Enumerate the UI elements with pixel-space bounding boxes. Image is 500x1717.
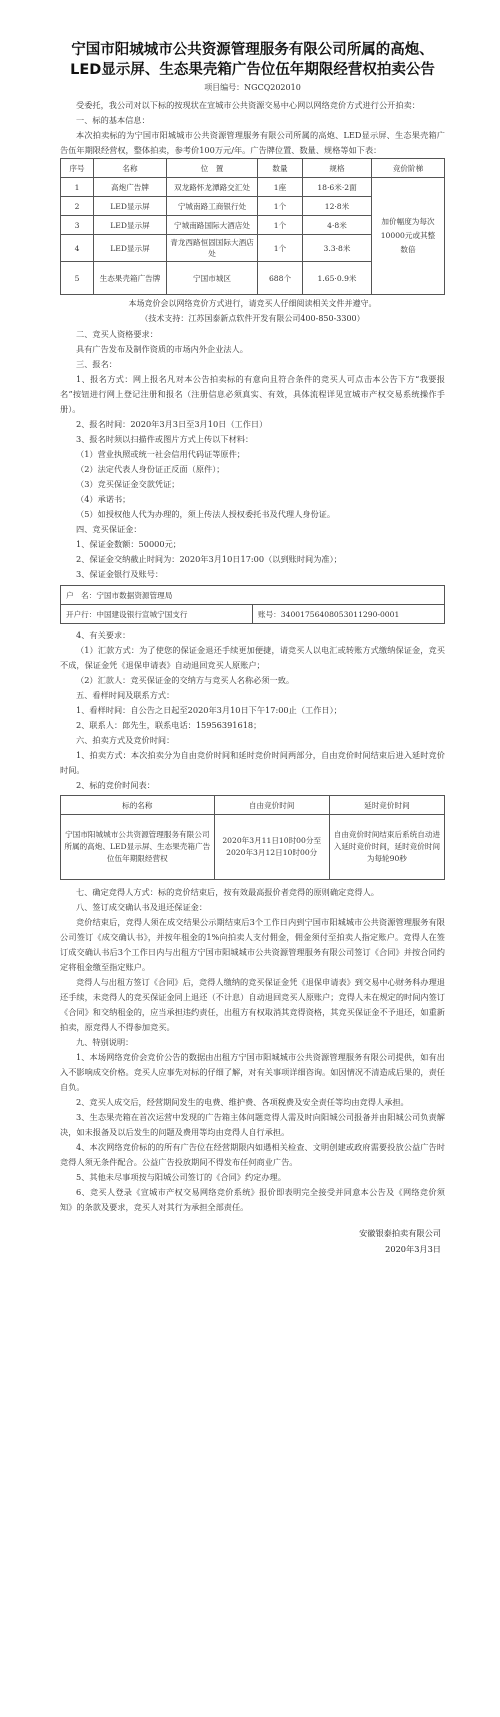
col-header: 位 置 xyxy=(167,159,258,178)
list-item: 3、生态果壳箱在首次运营中发现的广告箱主体问题竞得人需及时向阳城公司报备并由阳城公司负责解决，如未报备及以后发生的问题及费用等均由竞得人自行承担。 xyxy=(60,1112,445,1137)
table-cell: 12·8米 xyxy=(303,197,372,216)
list-item: 1、本场网络竞价会竞价公告的数据由出租方宁国市阳城城市公共资源管理服务有限公司提供，如有出入不影响成交价格。竞买人应事先对标的仔细了解，对有关事项详细咨询。如因情况不清造成后果的，责任自负。 xyxy=(60,1052,445,1092)
account-number-label: 账号： xyxy=(258,609,281,619)
section-2-text: 具有广告发布及制作资质的市场内外企业法人。 xyxy=(76,344,248,354)
col-header: 名称 xyxy=(94,159,167,178)
list-item: 2、联系人：郎先生，联系电话：15956391618； xyxy=(76,720,262,730)
bank-value: 中国建设银行宣城宁国支行 xyxy=(96,609,188,619)
table-cell: LED显示屏 xyxy=(94,216,167,235)
tech-support-note: （技术支持：江苏国泰新点软件开发有限公司400-850-3300） xyxy=(140,314,365,323)
list-item: 4、本次网络竞价标的的所有广告位在经营期限内如遇相关检查、文明创建或政府需要投放公益广告时竞得人须无条件配合。公益广告投放期间不得发布任何商业广告。 xyxy=(60,1142,445,1167)
table-cell: 1 xyxy=(61,178,94,197)
bank-account-table xyxy=(60,585,445,624)
project-number: 项目编号：NGCQ202010 xyxy=(204,83,301,92)
table-cell: 688个 xyxy=(258,262,303,295)
list-item: （2）法定代表人身份证正反面（原件）； xyxy=(76,464,225,474)
account-number-value: 34001756408053011290-0001 xyxy=(280,609,400,619)
list-item: 3、保证金银行及账号： xyxy=(76,569,164,579)
list-item: 1、报名方式：网上报名凡对本公告拍卖标的有意向且符合条件的竞买人可点击本公告下方“我要报名”按钮进行网上登记注册和报名（注册信息必须真实、有效，具体流程详见宣城市产权交易系统操作手册）。 xyxy=(60,374,445,414)
table-cell: 1个 xyxy=(258,197,303,216)
section-7-text: 七、确定竞得人方式：标的竞价结束后，按有效最高报价者竞得的原则确定竞得人。 xyxy=(76,887,379,897)
lots-table-header xyxy=(61,159,445,178)
table-cell: 双龙路怀龙潭路交汇处 xyxy=(167,178,258,197)
table-cell: 1个 xyxy=(258,235,303,262)
table-row xyxy=(61,178,445,197)
list-item: 2、保证金交纳截止时间为：2020年3月10日17:00（以到账时间为准）； xyxy=(76,554,342,564)
list-item: 6、竞买人登录《宣城市产权交易网络竞价系统》报价即表明完全接受并同意本公告及《网络竞价须知》的条款及要求，竞买人对其行为承担全部责任。 xyxy=(60,1187,445,1212)
table-cell: 宁国市城区 xyxy=(167,262,258,295)
bank-cell xyxy=(61,605,253,624)
account-name-cell xyxy=(61,586,445,605)
page-title: 宁国市阳城城市公共资源管理服务有限公司所属的高炮、LED显示屏、生态果壳箱广告位伍年期限经营权拍卖公告 xyxy=(70,42,435,78)
col-header: 数量 xyxy=(258,159,303,178)
section-9-heading: 九、特别说明： xyxy=(76,1037,134,1047)
table-cell: 3 xyxy=(61,216,94,235)
delay-bid-time-cell: 自由竞价时间结束后系统自动进入延时竞价时间，延时竞价时间为每轮90秒 xyxy=(329,815,444,880)
list-item: 3、报名时须以扫描件或图片方式上传以下材料： xyxy=(76,434,254,444)
table-cell: LED显示屏 xyxy=(94,235,167,262)
section-1-heading: 一、标的基本信息： xyxy=(76,115,150,125)
list-item: （1）营业执照或统一社会信用代码证等原件； xyxy=(76,449,245,459)
table-cell: 宁城南路工商银行处 xyxy=(167,197,258,216)
bid-time-table xyxy=(60,795,445,880)
section-6-heading: 六、拍卖方式及竞价时间： xyxy=(76,735,175,745)
account-number-cell xyxy=(253,605,445,624)
table-row xyxy=(61,586,445,605)
list-item: （1）汇款方式：为了使您的保证金退还手续更加便捷，请竞买人以电汇或转账方式缴纳保证金，竞买不成，保证金凭《退保申请表》自动退回竞买人原账户； xyxy=(60,645,445,670)
table-cell: 青龙西路恒固国际大酒店处 xyxy=(167,235,258,262)
free-bid-time-cell: 2020年3月11日10时00分至2020年3月12日10时00分 xyxy=(214,815,329,880)
signature-block xyxy=(60,1225,445,1257)
account-name-value: 宁国市数据资源管理局 xyxy=(96,590,173,600)
table-cell: 1.65·0.9米 xyxy=(303,262,372,295)
list-item: 1、保证金数额：50000元； xyxy=(76,539,181,549)
signature-date: 2020年3月3日 xyxy=(385,1244,441,1254)
section-3-heading: 三、报名： xyxy=(76,359,117,369)
table-note-row xyxy=(61,295,445,328)
section-1-text: 本次拍卖标的为宁国市阳城城市公共资源管理服务有限公司所属的高炮、LED显示屏、生态果壳箱广告伍年期限经营权，整体拍卖，参考价100万元/年。广告牌位置、数量、规格等如下表： xyxy=(60,130,445,155)
table-cell: 1个 xyxy=(258,216,303,235)
table-cell: 4 xyxy=(61,235,94,262)
list-item: （3）竞买保证金交款凭证； xyxy=(76,479,180,489)
signature-org: 安徽银泰拍卖有限公司 xyxy=(359,1228,441,1238)
table-row xyxy=(61,815,445,880)
table-cell: 宁城南路国际大酒店处 xyxy=(167,216,258,235)
section-5-heading: 五、看样时间及联系方式： xyxy=(76,690,175,700)
col-header: 竞价阶梯 xyxy=(372,159,445,178)
intro-text: 受委托，我公司对以下标的按现状在宣城市公共资源交易中心网以网络竞价方式进行公开拍卖： xyxy=(76,100,420,110)
account-name-label: 户 名： xyxy=(66,590,97,600)
section-2-heading: 二、竞买人资格要求： xyxy=(76,329,158,339)
list-item: （4）承诺书； xyxy=(76,494,131,504)
bank-label: 开户行： xyxy=(66,609,97,619)
list-item: 5、其他未尽事项按与阳城公司签订的《合同》约定办理。 xyxy=(76,1172,286,1182)
col-header: 自由竞价时间 xyxy=(214,796,329,815)
paragraph: 竞得人与出租方签订《合同》后，竞得人缴纳的竞买保证金凭《退保申请表》到交易中心财务科办理退还手续，未竞得人的竞买保证金同上退还（不计息）自动退回竞买人原账户；竞得人未在规定的时间内签订《合同》和交纳租金的，应当承担违约责任，出租方有权取消其竞得资格，其竞买保证金不予退还，如重新拍卖，原竞得人不得参加竞买。 xyxy=(60,977,445,1032)
lots-table xyxy=(60,158,445,327)
section-8-heading: 八、签订成交确认书及退还保证金： xyxy=(76,902,208,912)
table-cell: LED显示屏 xyxy=(94,197,167,216)
list-item: 2、报名时间：2020年3月3日至3月10日（工作日） xyxy=(76,419,268,429)
list-item: 4、有关要求： xyxy=(76,630,131,640)
bid-time-table-header xyxy=(61,796,445,815)
col-header: 规格 xyxy=(303,159,372,178)
section-4-heading: 四、竞买保证金： xyxy=(76,524,142,534)
table-cell: 3.3·8米 xyxy=(303,235,372,262)
table-cell: 4·8米 xyxy=(303,216,372,235)
table-cell: 1座 xyxy=(258,178,303,197)
col-header: 延时竞价时间 xyxy=(329,796,444,815)
table-cell: 生态果壳箱广告牌 xyxy=(94,262,167,295)
table-cell: 高炮广告牌 xyxy=(94,178,167,197)
list-item: 2、竞买人成交后，经营期间发生的电费、维护费、各项税费及安全责任等均由竞得人承担。 xyxy=(76,1097,409,1107)
table-cell: 18·6米·2面 xyxy=(303,178,372,197)
list-item: 2、标的竞价时间表： xyxy=(76,780,155,790)
table-note: 本场竞价会以网络竞价方式进行，请竞买人仔细阅读相关文件并遵守。 xyxy=(128,299,377,308)
table-cell: 2 xyxy=(61,197,94,216)
list-item: （5）如授权他人代为办理的，须上传法人授权委托书及代理人身份证。 xyxy=(76,509,336,519)
list-item: （2）汇款人：竞买保证金的交纳方与竞买人名称必须一致。 xyxy=(76,675,295,685)
list-item: 1、拍卖方式：本次拍卖分为自由竞价时间和延时竞价时间两部分，自由竞价时间结束后进入延时竞价时间。 xyxy=(60,750,445,775)
table-row xyxy=(61,605,445,624)
bid-step-cell: 加价幅度为每次10000元或其整数倍 xyxy=(372,178,445,295)
lot-name-cell: 宁国市阳城城市公共资源管理服务有限公司所属的高炮、LED显示屏、生态果壳箱广告位伍年期限经营权 xyxy=(61,815,215,880)
col-header: 序号 xyxy=(61,159,94,178)
table-cell: 5 xyxy=(61,262,94,295)
col-header: 标的名称 xyxy=(61,796,215,815)
list-item: 1、看样时间：自公告之日起至2020年3月10日下午17:00止（工作日）； xyxy=(76,705,342,715)
paragraph: 竞价结束后，竞得人须在成交结果公示期结束后3个工作日内到宁国市阳城城市公共资源管理服务有限公司签订《成交确认书》，并按年租金的1%向拍卖人支付佣金，佣金须付至拍卖人指定账户。竞得人在签订成交确认书后3个工作日内与出租方宁国市阳城城市公共资源管理服务有限公司签订《合同》并按合同约定将租金缴至指定账户。 xyxy=(60,917,445,972)
